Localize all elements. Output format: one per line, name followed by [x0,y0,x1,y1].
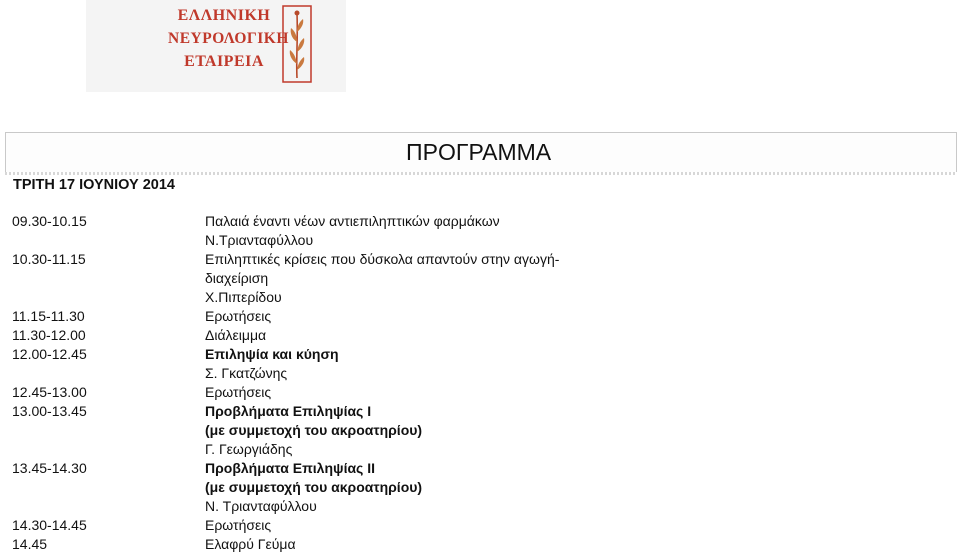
title-bar-divider [5,172,957,175]
page-title: ΠΡΟΓΡΑΜΜΑ [406,139,552,165]
session-details [205,345,339,383]
session-speaker: Ν.Τριανταφύλλου [205,232,314,248]
session-title: (με συμμετοχή του ακροατηρίου) [205,479,423,495]
session-time: 12.00-12.45 [12,346,87,362]
session-details [205,212,500,250]
session-title: (με συμμετοχή του ακροατηρίου) [205,422,423,438]
session-time: 14.30-14.45 [12,517,87,533]
session-details [205,535,296,554]
session-title: Επιληπτικές κρίσεις που δύσκολα απαντούν στην αγωγή- [205,251,560,267]
session-speaker: Χ.Πιπερίδου [205,289,282,305]
laurel-branch-icon [282,4,312,84]
session-title: διαχείριση [205,270,269,286]
session-details [205,383,271,402]
session-title: Ερωτήσεις [205,517,272,533]
schedule-row [0,345,960,383]
session-details [205,307,271,326]
session-title: Ερωτήσεις [205,384,272,400]
session-title: Ελαφρύ Γεύμα [205,536,296,552]
schedule-row [0,307,960,326]
schedule-row [0,212,960,250]
session-details [205,516,271,535]
logo-line-3: ΕΤΑΙΡΕΙΑ [184,53,264,70]
session-title: Ερωτήσεις [205,308,272,324]
session-time: 10.30-11.15 [12,251,86,267]
logo-line-1: ΕΛΛΗΝΙΚΗ [177,7,271,24]
session-title: Διάλειμμα [205,327,267,343]
session-speaker: Γ. Γεωργιάδης [205,441,293,457]
schedule-row [0,383,960,402]
schedule-list [0,212,960,554]
date-heading: ΤΡΙΤΗ 17 ΙΟΥΝΙΟΥ 2014 [13,177,175,193]
session-title: Παλαιά έναντι νέων αντιεπιληπτικών φαρμάκων [205,213,500,229]
session-details [205,326,266,345]
session-details [205,459,422,516]
logo-line-2: ΝΕΥΡΟΛΟΓΙΚΗ [168,30,289,47]
session-details [205,402,422,459]
session-time: 13.45-14.30 [12,460,87,476]
session-title: Προβλήματα Επιληψίας ΙΙ [205,460,376,476]
session-time: 09.30-10.15 [12,213,87,229]
session-time: 11.15-11.30 [12,308,85,324]
session-time: 12.45-13.00 [12,384,87,400]
session-title: Προβλήματα Επιληψίας Ι [205,403,372,419]
schedule-row [0,250,960,307]
society-logo [168,4,316,84]
session-speaker: Σ. Γκατζώνης [205,365,288,381]
session-time: 13.00-13.45 [12,403,87,419]
session-time: 11.30-12.00 [12,327,86,343]
schedule-row [0,402,960,459]
session-speaker: Ν. Τριανταφύλλου [205,498,317,514]
schedule-row [0,535,960,554]
session-details [205,250,559,307]
session-title: Επιληψία και κύηση [205,346,339,362]
session-time: 14.45 [12,536,48,552]
schedule-row [0,459,960,516]
schedule-row [0,516,960,535]
logo-text [168,4,289,73]
schedule-row [0,326,960,345]
